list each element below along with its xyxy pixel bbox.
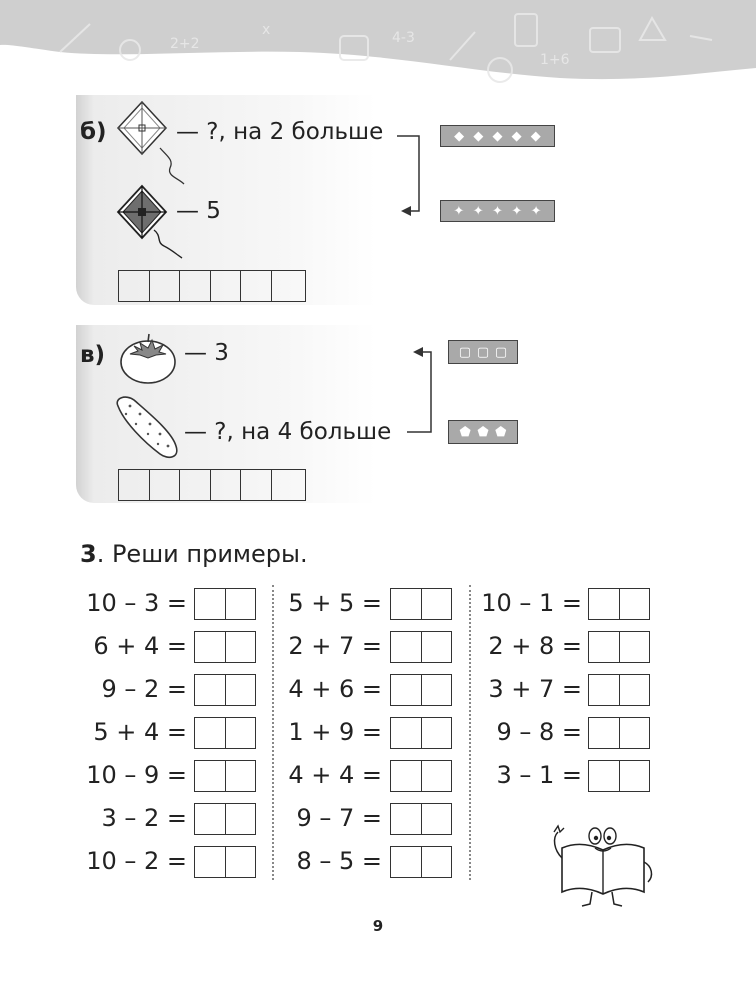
answer-box[interactable] bbox=[390, 588, 452, 620]
example-row: 3 – 2 = bbox=[101, 804, 187, 832]
answer-box[interactable] bbox=[390, 803, 452, 835]
answer-box[interactable] bbox=[390, 717, 452, 749]
answer-box[interactable] bbox=[194, 846, 256, 878]
svg-text:1+6: 1+6 bbox=[540, 52, 570, 68]
example-row: 10 – 3 = bbox=[86, 589, 187, 617]
symbol-strip-b-2: ✦ ✦ ✦ ✦ ✦ bbox=[440, 200, 555, 222]
tomato-icon bbox=[118, 330, 182, 386]
symbol-strip-v-1: ▢ ▢ ▢ bbox=[448, 340, 518, 364]
answer-box[interactable] bbox=[588, 760, 650, 792]
book-mascot-icon bbox=[548, 818, 658, 910]
answer-cells-b[interactable] bbox=[118, 270, 306, 302]
example-row: 9 – 2 = bbox=[101, 675, 187, 703]
answer-cells-v[interactable] bbox=[118, 469, 306, 501]
task3-title: . Реши примеры. bbox=[96, 540, 308, 568]
answer-box[interactable] bbox=[390, 846, 452, 878]
cucumber-icon bbox=[110, 392, 184, 462]
example-row: 1 + 9 = bbox=[288, 718, 382, 746]
answer-box[interactable] bbox=[588, 631, 650, 663]
symbol-strip-v-2: ⬟ ⬟ ⬟ bbox=[448, 420, 518, 444]
answer-box[interactable] bbox=[390, 631, 452, 663]
svg-text:x: x bbox=[262, 22, 271, 38]
task3-number: 3 bbox=[80, 540, 97, 568]
page-number: 9 bbox=[372, 917, 384, 935]
part-v-line1: — 3 bbox=[184, 340, 229, 366]
symbol-strip-b-1: ◆ ◆ ◆ ◆ ◆ bbox=[440, 125, 555, 147]
part-v-label: в) bbox=[80, 342, 106, 368]
example-row: 2 + 8 = bbox=[488, 632, 582, 660]
answer-box[interactable] bbox=[588, 717, 650, 749]
answer-box[interactable] bbox=[194, 631, 256, 663]
answer-box[interactable] bbox=[194, 803, 256, 835]
part-b-line2: — 5 bbox=[176, 198, 221, 224]
answer-box[interactable] bbox=[194, 674, 256, 706]
example-row: 10 – 2 = bbox=[86, 847, 187, 875]
answer-box[interactable] bbox=[588, 674, 650, 706]
svg-text:2+2: 2+2 bbox=[170, 36, 200, 52]
answer-box[interactable] bbox=[194, 717, 256, 749]
compare-arrow-b bbox=[395, 125, 445, 225]
answer-box[interactable] bbox=[588, 588, 650, 620]
answer-box[interactable] bbox=[194, 760, 256, 792]
answer-box[interactable] bbox=[194, 588, 256, 620]
example-row: 3 + 7 = bbox=[488, 675, 582, 703]
answer-box[interactable] bbox=[390, 674, 452, 706]
part-b-line1: — ?, на 2 больше bbox=[176, 119, 384, 145]
example-row: 8 – 5 = bbox=[296, 847, 382, 875]
answer-box[interactable] bbox=[390, 760, 452, 792]
example-row: 10 – 1 = bbox=[481, 589, 582, 617]
example-row: 3 – 1 = bbox=[496, 761, 582, 789]
svg-text:4-3: 4-3 bbox=[392, 30, 415, 46]
example-row: 10 – 9 = bbox=[86, 761, 187, 789]
example-row: 5 + 5 = bbox=[288, 589, 382, 617]
example-row: 6 + 4 = bbox=[93, 632, 187, 660]
compare-arrow-v bbox=[405, 340, 445, 440]
example-row: 4 + 6 = bbox=[288, 675, 382, 703]
task3-heading bbox=[80, 540, 308, 568]
example-row: 9 – 8 = bbox=[496, 718, 582, 746]
example-row: 2 + 7 = bbox=[288, 632, 382, 660]
example-row: 5 + 4 = bbox=[93, 718, 187, 746]
example-row: 9 – 7 = bbox=[296, 804, 382, 832]
example-row: 4 + 4 = bbox=[288, 761, 382, 789]
part-v-line2: — ?, на 4 больше bbox=[184, 419, 392, 445]
part-b-label: б) bbox=[80, 119, 107, 145]
